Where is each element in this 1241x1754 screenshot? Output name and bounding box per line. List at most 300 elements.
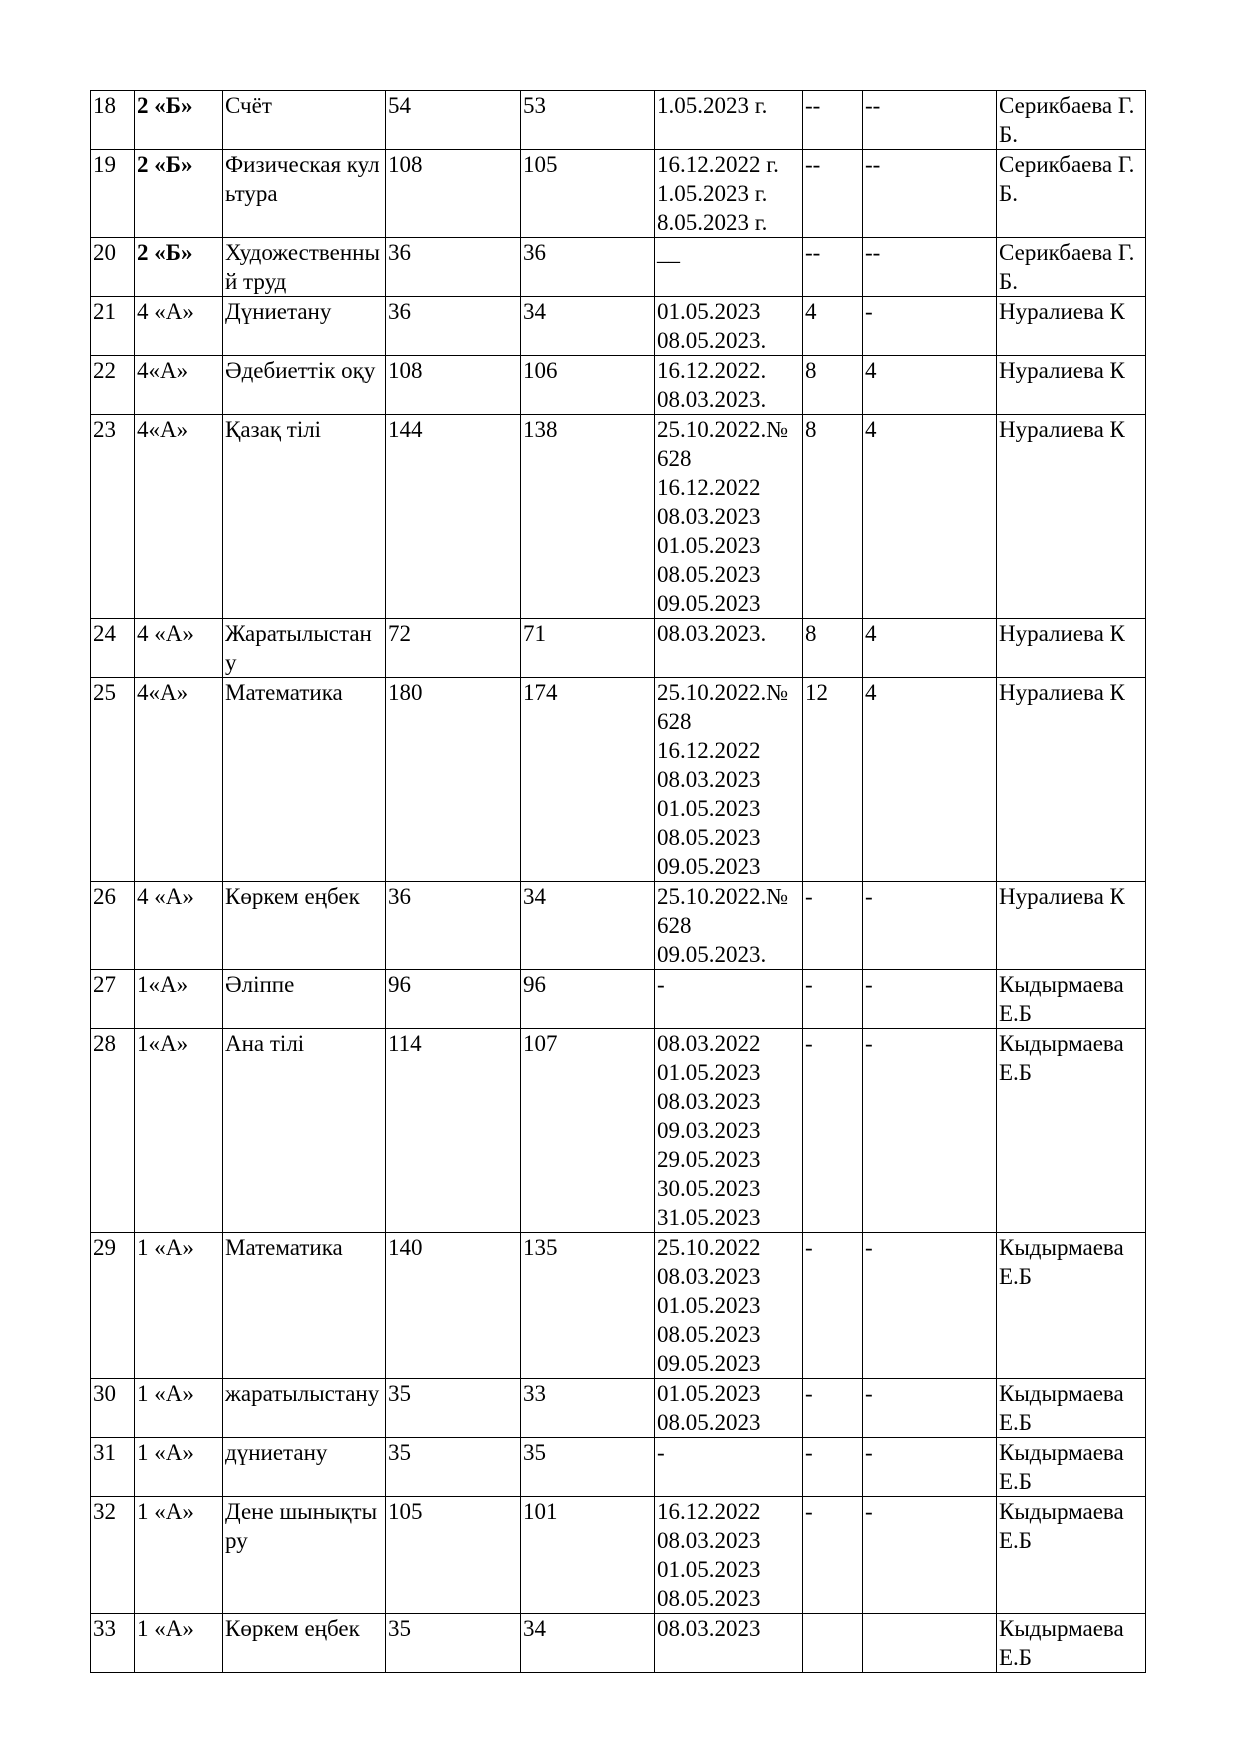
teacher-cell (997, 619, 1146, 678)
column-7-value: -- (805, 152, 821, 177)
class-cell (135, 297, 223, 356)
planned-hours: 36 (388, 299, 411, 324)
teacher-name: Кыдырмаева Е.Б (999, 1235, 1124, 1289)
dates-cell (655, 1233, 803, 1379)
column-8-value: - (865, 1235, 873, 1260)
column-7-value: - (805, 1381, 813, 1406)
table-row (91, 1438, 1146, 1497)
actual-hours-cell (521, 678, 655, 882)
teacher-cell (997, 356, 1146, 415)
actual-hours-cell (521, 970, 655, 1029)
teacher-name: Кыдырмаева Е.Б (999, 1440, 1124, 1494)
column-8-cell (863, 238, 997, 297)
table-body (91, 91, 1146, 1673)
class-name: 1«А» (137, 1031, 189, 1056)
date-line: 25.10.2022 (657, 1235, 761, 1260)
subject-name: Көркем еңбек (225, 1616, 360, 1641)
teacher-name: Нуралиева К (999, 417, 1125, 442)
date-line: __ (657, 240, 680, 265)
actual-hours-cell (521, 91, 655, 150)
subject-cell (223, 1438, 386, 1497)
class-cell (135, 1438, 223, 1497)
class-name: 1 «А» (137, 1381, 194, 1406)
subject-cell (223, 91, 386, 150)
dates-cell (655, 415, 803, 619)
row-number: 18 (93, 93, 116, 118)
class-name: 4 «А» (137, 299, 194, 324)
actual-hours: 53 (523, 93, 546, 118)
date-line: 08.05.2023 (657, 1322, 761, 1347)
column-8-cell (863, 297, 997, 356)
column-8-cell (863, 1614, 997, 1673)
actual-hours: 138 (523, 417, 558, 442)
class-cell (135, 678, 223, 882)
subject-cell (223, 356, 386, 415)
column-8-value: - (865, 1381, 873, 1406)
column-7-cell (803, 415, 863, 619)
date-line: 01.05.2023 (657, 299, 761, 324)
actual-hours-cell (521, 1029, 655, 1233)
column-7-cell (803, 678, 863, 882)
date-line: 08.05.2023. (657, 328, 767, 353)
column-8-cell (863, 1497, 997, 1614)
teacher-name: Нуралиева К (999, 680, 1125, 705)
dates-cell (655, 1614, 803, 1673)
planned-hours: 108 (388, 358, 423, 383)
class-name: 2 «Б» (137, 240, 193, 265)
date-line: 16.12.2022 г. (657, 152, 779, 177)
actual-hours: 34 (523, 884, 546, 909)
actual-hours: 71 (523, 621, 546, 646)
date-line: 16.12.2022 (657, 738, 761, 763)
subject-cell (223, 297, 386, 356)
actual-hours-cell (521, 619, 655, 678)
planned-hours: 108 (388, 152, 423, 177)
date-line: 01.05.2023 (657, 796, 761, 821)
table-row (91, 882, 1146, 970)
column-7-cell (803, 150, 863, 238)
teacher-name: Серикбаева Г.Б. (999, 93, 1135, 147)
date-line: 25.10.2022.№ (657, 884, 789, 909)
planned-hours: 35 (388, 1616, 411, 1641)
class-name: 2 «Б» (137, 93, 193, 118)
teacher-cell (997, 1614, 1146, 1673)
subject-cell (223, 678, 386, 882)
column-7-cell (803, 1438, 863, 1497)
table-row (91, 970, 1146, 1029)
dates-cell (655, 91, 803, 150)
class-cell (135, 91, 223, 150)
row-number: 28 (93, 1031, 116, 1056)
column-8-cell (863, 1438, 997, 1497)
planned-hours: 144 (388, 417, 423, 442)
column-8-cell (863, 1029, 997, 1233)
table-row (91, 415, 1146, 619)
date-line: 16.12.2022 (657, 475, 761, 500)
table-row (91, 619, 1146, 678)
table-row (91, 1379, 1146, 1438)
actual-hours: 33 (523, 1381, 546, 1406)
actual-hours-cell (521, 150, 655, 238)
planned-hours-cell (386, 415, 521, 619)
row-number-cell (91, 356, 135, 415)
column-8-cell (863, 356, 997, 415)
column-8-value: - (865, 1031, 873, 1056)
subject-name: жаратылыстану (225, 1381, 380, 1406)
row-number: 22 (93, 358, 116, 383)
table-row (91, 356, 1146, 415)
teacher-cell (997, 1379, 1146, 1438)
column-7-cell (803, 238, 863, 297)
column-8-cell (863, 415, 997, 619)
column-7-value: -- (805, 240, 821, 265)
column-8-cell (863, 619, 997, 678)
actual-hours: 34 (523, 1616, 546, 1641)
subject-name: Әліппе (225, 972, 295, 997)
row-number: 27 (93, 972, 116, 997)
column-7-cell (803, 970, 863, 1029)
date-line: 30.05.2023 (657, 1176, 761, 1201)
date-line: 628 (657, 913, 692, 938)
table-row (91, 1497, 1146, 1614)
subject-name: Математика (225, 1235, 343, 1260)
column-8-value: -- (865, 152, 881, 177)
table-row (91, 1614, 1146, 1673)
date-line: 628 (657, 709, 692, 734)
row-number-cell (91, 619, 135, 678)
column-7-value: - (805, 884, 813, 909)
date-line: - (657, 972, 665, 997)
planned-hours-cell (386, 1029, 521, 1233)
actual-hours-cell (521, 238, 655, 297)
date-line: 08.03.2023 (657, 767, 761, 792)
row-number: 24 (93, 621, 116, 646)
column-7-value: - (805, 1499, 813, 1524)
teacher-cell (997, 297, 1146, 356)
column-8-value: 4 (865, 680, 877, 705)
planned-hours: 105 (388, 1499, 423, 1524)
dates-cell (655, 1438, 803, 1497)
teacher-cell (997, 1233, 1146, 1379)
dates-cell (655, 297, 803, 356)
column-7-value: 12 (805, 680, 828, 705)
row-number-cell (91, 150, 135, 238)
teacher-cell (997, 882, 1146, 970)
actual-hours: 35 (523, 1440, 546, 1465)
subject-name: Көркем еңбек (225, 884, 360, 909)
column-7-cell (803, 356, 863, 415)
planned-hours-cell (386, 1614, 521, 1673)
planned-hours: 114 (388, 1031, 422, 1056)
column-7-cell (803, 619, 863, 678)
subject-name: Әдебиеттік оқу (225, 358, 376, 383)
planned-hours-cell (386, 91, 521, 150)
column-8-value: 4 (865, 621, 877, 646)
class-name: 1«А» (137, 972, 189, 997)
table-row (91, 1029, 1146, 1233)
row-number-cell (91, 1497, 135, 1614)
teacher-name: Нуралиева К (999, 299, 1125, 324)
dates-cell (655, 238, 803, 297)
class-name: 1 «А» (137, 1616, 194, 1641)
column-7-cell (803, 297, 863, 356)
column-8-value: 4 (865, 358, 877, 383)
actual-hours-cell (521, 356, 655, 415)
date-line: 01.05.2023 (657, 1293, 761, 1318)
teacher-cell (997, 970, 1146, 1029)
dates-cell (655, 970, 803, 1029)
date-line: 29.05.2023 (657, 1147, 761, 1172)
column-7-cell (803, 1029, 863, 1233)
dates-cell (655, 619, 803, 678)
lessons-table (90, 90, 1146, 1673)
date-line: 08.05.2023 (657, 825, 761, 850)
row-number: 29 (93, 1235, 116, 1260)
column-7-value: - (805, 1031, 813, 1056)
dates-cell (655, 356, 803, 415)
teacher-name: Кыдырмаева Е.Б (999, 1381, 1124, 1435)
row-number: 30 (93, 1381, 116, 1406)
actual-hours-cell (521, 1614, 655, 1673)
class-cell (135, 1614, 223, 1673)
date-line: 09.05.2023. (657, 942, 767, 967)
column-8-value: -- (865, 240, 881, 265)
dates-cell (655, 1497, 803, 1614)
class-cell (135, 970, 223, 1029)
planned-hours-cell (386, 1233, 521, 1379)
teacher-name: Серикбаева Г.Б. (999, 152, 1135, 206)
teacher-cell (997, 1438, 1146, 1497)
subject-cell (223, 1614, 386, 1673)
subject-cell (223, 970, 386, 1029)
column-8-cell (863, 882, 997, 970)
row-number-cell (91, 1379, 135, 1438)
teacher-name: Кыдырмаева Е.Б (999, 1031, 1124, 1085)
planned-hours-cell (386, 297, 521, 356)
actual-hours: 135 (523, 1235, 558, 1260)
column-7-value: 8 (805, 621, 817, 646)
date-line: 01.05.2023 (657, 1557, 761, 1582)
column-8-value: - (865, 1440, 873, 1465)
row-number-cell (91, 415, 135, 619)
date-line: 16.12.2022. (657, 358, 767, 383)
actual-hours-cell (521, 882, 655, 970)
teacher-name: Кыдырмаева Е.Б (999, 1499, 1124, 1553)
row-number-cell (91, 91, 135, 150)
date-line: 01.05.2023 (657, 1060, 761, 1085)
class-cell (135, 619, 223, 678)
date-line: 08.03.2023. (657, 621, 767, 646)
date-line: 25.10.2022.№ (657, 417, 789, 442)
column-7-cell (803, 1614, 863, 1673)
date-line: 08.03.2023 (657, 504, 761, 529)
subject-name: Счёт (225, 93, 272, 118)
subject-cell (223, 238, 386, 297)
column-8-cell (863, 91, 997, 150)
teacher-name: Нуралиева К (999, 358, 1125, 383)
date-line: 16.12.2022 (657, 1499, 761, 1524)
column-7-value: 4 (805, 299, 817, 324)
subject-name: дүниетану (225, 1440, 328, 1465)
table-row (91, 297, 1146, 356)
subject-cell (223, 1233, 386, 1379)
subject-name: Дене шынықтыру (225, 1499, 378, 1553)
dates-cell (655, 1029, 803, 1233)
subject-cell (223, 619, 386, 678)
column-7-cell (803, 91, 863, 150)
date-line: 08.05.2023 (657, 562, 761, 587)
actual-hours: 174 (523, 680, 558, 705)
column-8-value: - (865, 884, 873, 909)
subject-name: Математика (225, 680, 343, 705)
subject-cell (223, 882, 386, 970)
row-number-cell (91, 1438, 135, 1497)
teacher-cell (997, 238, 1146, 297)
date-line: 08.03.2023. (657, 387, 767, 412)
planned-hours: 36 (388, 884, 411, 909)
column-8-cell (863, 678, 997, 882)
row-number-cell (91, 238, 135, 297)
planned-hours-cell (386, 1497, 521, 1614)
row-number: 26 (93, 884, 116, 909)
date-line: 1.05.2023 г. (657, 181, 768, 206)
column-7-value: 8 (805, 417, 817, 442)
subject-name: Жаратылыстану (225, 621, 372, 675)
subject-name: Қазақ тілі (225, 417, 322, 442)
date-line: 08.05.2023 (657, 1410, 761, 1435)
planned-hours-cell (386, 356, 521, 415)
teacher-name: Кыдырмаева Е.Б (999, 972, 1124, 1026)
date-line: - (657, 1440, 665, 1465)
date-line: 01.05.2023 (657, 533, 761, 558)
row-number: 31 (93, 1440, 116, 1465)
dates-cell (655, 150, 803, 238)
subject-name: Ана тілі (225, 1031, 305, 1056)
planned-hours-cell (386, 150, 521, 238)
table-row (91, 91, 1146, 150)
class-name: 1 «А» (137, 1235, 194, 1260)
dates-cell (655, 882, 803, 970)
planned-hours-cell (386, 1438, 521, 1497)
row-number-cell (91, 678, 135, 882)
column-8-cell (863, 1233, 997, 1379)
row-number-cell (91, 1233, 135, 1379)
class-name: 4 «А» (137, 884, 194, 909)
actual-hours-cell (521, 1438, 655, 1497)
actual-hours: 36 (523, 240, 546, 265)
subject-cell (223, 415, 386, 619)
column-8-value: - (865, 972, 873, 997)
column-8-value: - (865, 299, 873, 324)
planned-hours: 72 (388, 621, 411, 646)
planned-hours: 35 (388, 1381, 411, 1406)
table-row (91, 678, 1146, 882)
column-8-value: - (865, 1499, 873, 1524)
planned-hours: 36 (388, 240, 411, 265)
date-line: 09.05.2023 (657, 591, 761, 616)
row-number: 23 (93, 417, 116, 442)
actual-hours: 107 (523, 1031, 558, 1056)
column-7-value: - (805, 1440, 813, 1465)
date-line: 08.03.2023 (657, 1528, 761, 1553)
date-line: 31.05.2023 (657, 1205, 761, 1230)
class-name: 1 «А» (137, 1440, 194, 1465)
teacher-cell (997, 678, 1146, 882)
column-7-value: - (805, 972, 813, 997)
date-line: 09.05.2023 (657, 854, 761, 879)
actual-hours: 96 (523, 972, 546, 997)
row-number-cell (91, 1614, 135, 1673)
date-line: 08.03.2022 (657, 1031, 761, 1056)
actual-hours-cell (521, 1233, 655, 1379)
row-number-cell (91, 882, 135, 970)
row-number: 19 (93, 152, 116, 177)
actual-hours: 34 (523, 299, 546, 324)
class-cell (135, 1379, 223, 1438)
class-cell (135, 1029, 223, 1233)
class-name: 4«А» (137, 680, 189, 705)
class-cell (135, 1497, 223, 1614)
date-line: 08.05.2023 (657, 1586, 761, 1611)
planned-hours-cell (386, 238, 521, 297)
planned-hours: 54 (388, 93, 411, 118)
date-line: 8.05.2023 г. (657, 210, 768, 235)
teacher-name: Нуралиева К (999, 884, 1125, 909)
actual-hours-cell (521, 415, 655, 619)
row-number: 20 (93, 240, 116, 265)
teacher-name: Нуралиева К (999, 621, 1125, 646)
class-cell (135, 150, 223, 238)
actual-hours-cell (521, 297, 655, 356)
planned-hours-cell (386, 1379, 521, 1438)
date-line: 01.05.2023 (657, 1381, 761, 1406)
actual-hours: 101 (523, 1499, 558, 1524)
actual-hours-cell (521, 1497, 655, 1614)
class-cell (135, 415, 223, 619)
column-8-cell (863, 970, 997, 1029)
date-line: 1.05.2023 г. (657, 93, 768, 118)
planned-hours-cell (386, 882, 521, 970)
teacher-name: Серикбаева Г.Б. (999, 240, 1135, 294)
teacher-cell (997, 1029, 1146, 1233)
class-cell (135, 238, 223, 297)
teacher-cell (997, 150, 1146, 238)
row-number-cell (91, 1029, 135, 1233)
date-line: 09.03.2023 (657, 1118, 761, 1143)
planned-hours: 35 (388, 1440, 411, 1465)
row-number: 25 (93, 680, 116, 705)
column-7-value: -- (805, 93, 821, 118)
planned-hours: 96 (388, 972, 411, 997)
subject-name: Физическая культура (225, 152, 380, 206)
table-row (91, 1233, 1146, 1379)
teacher-cell (997, 1497, 1146, 1614)
row-number-cell (91, 970, 135, 1029)
class-cell (135, 1233, 223, 1379)
subject-name: Художественный труд (225, 240, 380, 294)
planned-hours-cell (386, 970, 521, 1029)
date-line: 08.03.2023 (657, 1616, 761, 1641)
subject-cell (223, 1029, 386, 1233)
table-row (91, 150, 1146, 238)
dates-cell (655, 1379, 803, 1438)
column-8-cell (863, 150, 997, 238)
date-line: 08.03.2023 (657, 1264, 761, 1289)
row-number: 21 (93, 299, 116, 324)
actual-hours: 105 (523, 152, 558, 177)
subject-cell (223, 1379, 386, 1438)
teacher-name: Кыдырмаева Е.Б (999, 1616, 1124, 1670)
